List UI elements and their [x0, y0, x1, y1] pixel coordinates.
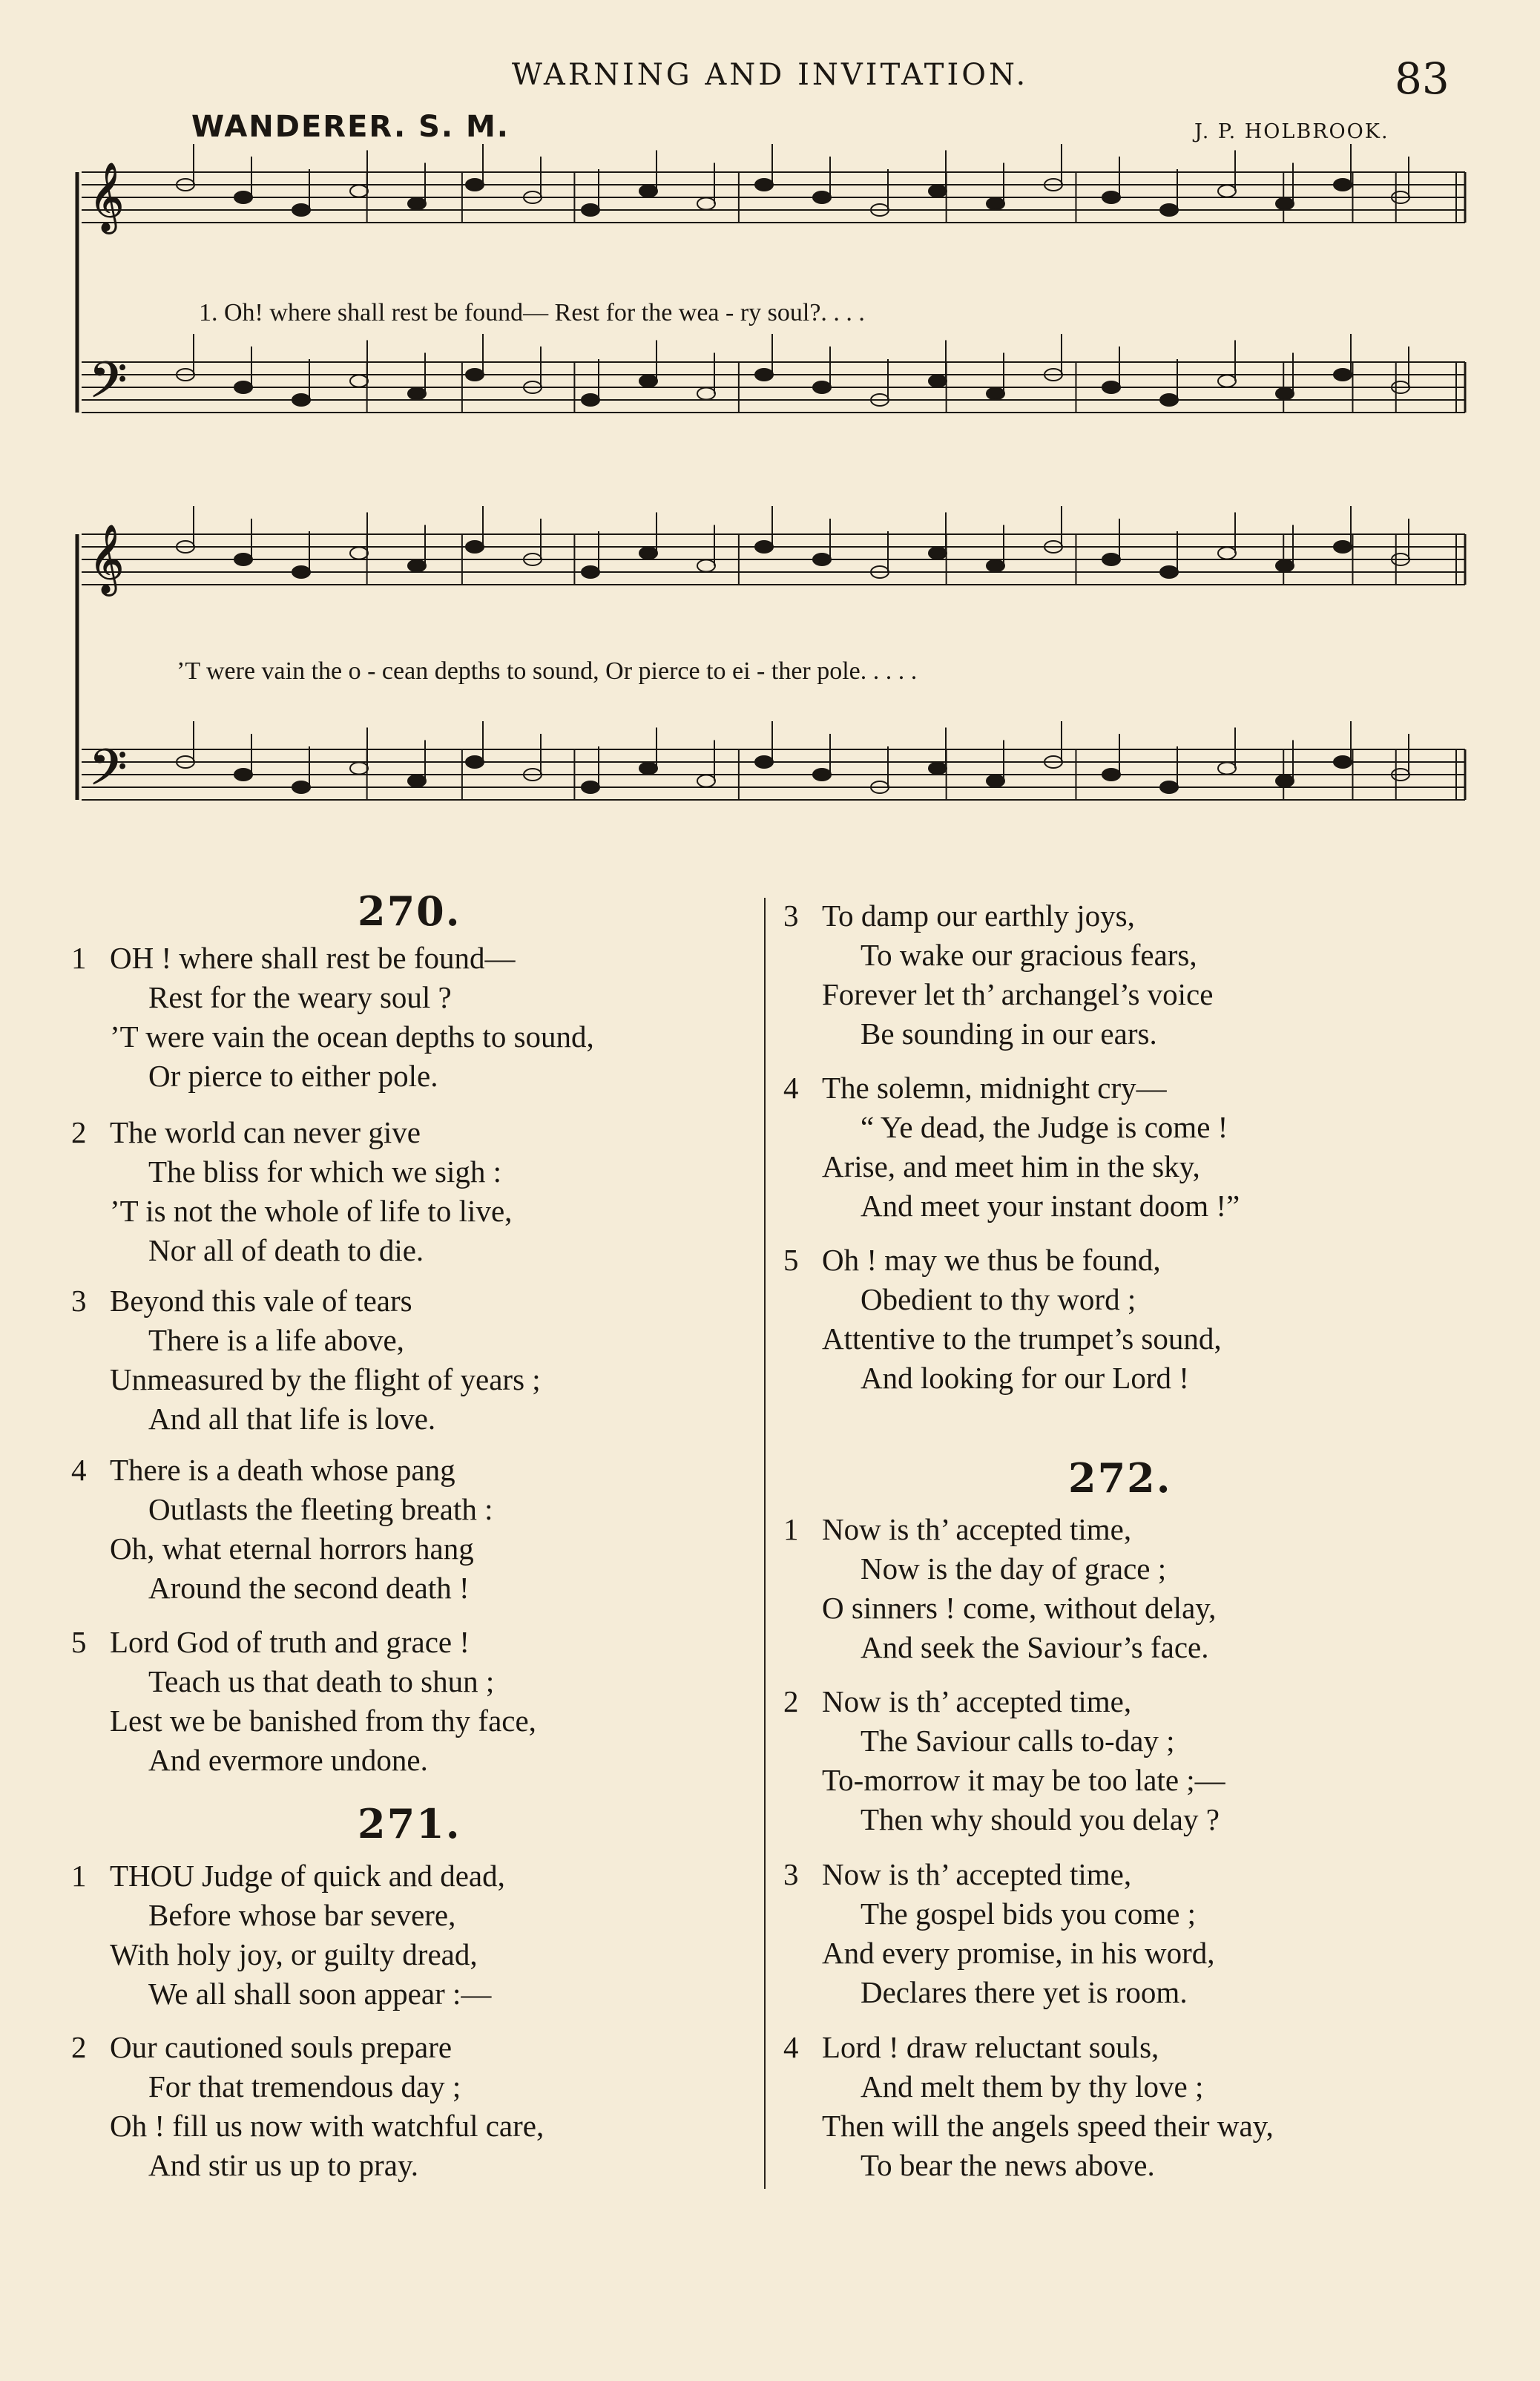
- stanza-line: Now is th’ accepted time,: [822, 1857, 1132, 1891]
- stanza-line: Nor all of death to die.: [148, 1233, 424, 1267]
- svg-text:𝄞: 𝄞: [89, 524, 125, 593]
- stanza-line: There is a death whose pang: [110, 1453, 455, 1487]
- stanza-line: Oh ! fill us now with watchful care,: [110, 2109, 544, 2143]
- svg-text:𝄞: 𝄞: [89, 162, 125, 231]
- stanza: [783, 1682, 1225, 1839]
- stanza-line: To damp our earthly joys,: [822, 899, 1135, 933]
- svg-text:𝄢: 𝄢: [89, 352, 128, 421]
- stanza-line: Beyond this vale of tears: [110, 1284, 412, 1318]
- stanza-number: 1: [71, 1859, 87, 1893]
- stanza-line: The bliss for which we sigh :: [148, 1155, 501, 1189]
- stanza-line: Teach us that death to shun ;: [148, 1664, 495, 1698]
- stanza-line: We all shall soon appear :—: [148, 1977, 492, 2011]
- stanza-line: Be sounding in our ears.: [861, 1017, 1157, 1051]
- stanza-line: And looking for our Lord !: [861, 1361, 1189, 1395]
- stanza-line: And every promise, in his word,: [822, 1936, 1215, 1970]
- stanza-number: 2: [783, 1684, 799, 1718]
- stanza-number: 1: [783, 1512, 799, 1546]
- stanza: [71, 939, 594, 1096]
- hymn-number-270: 270.: [358, 887, 461, 935]
- music-score: [0, 0, 1540, 853]
- stanza-line: OH ! where shall rest be found—: [110, 941, 516, 975]
- stanza-line: There is a life above,: [148, 1323, 404, 1357]
- stanza: [71, 1856, 505, 2014]
- stanza-line: Outlasts the fleeting breath :: [148, 1492, 493, 1526]
- stanza-number: 3: [71, 1284, 87, 1318]
- stanza-number: 4: [783, 1071, 799, 1105]
- music-lyrics-line-1: 1. Oh! where shall rest be found— Rest for the wea - ry soul?. . . .: [199, 299, 865, 326]
- page-number: 83: [1395, 53, 1449, 104]
- stanza: [783, 1510, 1217, 1667]
- stanza-line: Now is th’ accepted time,: [822, 1684, 1132, 1718]
- stanza-number: 4: [71, 1453, 87, 1487]
- stanza-line: O sinners ! come, without delay,: [822, 1591, 1217, 1625]
- stanza: [783, 2028, 1274, 2185]
- stanza-line: And meet your instant doom !”: [861, 1189, 1240, 1223]
- stanza: [71, 1113, 513, 1270]
- stanza-line: Then why should you delay ?: [861, 1802, 1220, 1836]
- stanza-line: For that tremendous day ;: [148, 2069, 461, 2104]
- stanza-number: 5: [71, 1625, 87, 1659]
- stanza: [783, 1855, 1215, 2012]
- stanza-line: ’T is not the whole of life to live,: [110, 1194, 513, 1228]
- stanza-line: Lest we be banished from thy face,: [110, 1704, 536, 1738]
- music-lyrics-line-2: ’T were vain the o - cean depths to sound, Or pierce to ei - ther pole. . . . .: [177, 657, 918, 685]
- stanza-line: The Saviour calls to-day ;: [861, 1724, 1175, 1758]
- stanza-line: With holy joy, or guilty dread,: [110, 1937, 478, 1971]
- hymn-number-271: 271.: [358, 1800, 461, 1848]
- stanza-line: Then will the angels speed their way,: [822, 2109, 1274, 2143]
- running-title: WARNING AND INVITATION.: [511, 58, 1029, 92]
- stanza-line: Arise, and meet him in the sky,: [822, 1149, 1200, 1183]
- stanza-line: Oh ! may we thus be found,: [822, 1243, 1161, 1277]
- stanza: [71, 1451, 493, 1608]
- stanza: [71, 2028, 544, 2185]
- hymn-number-272: 272.: [1068, 1454, 1172, 1502]
- stanza-number: 3: [783, 1857, 799, 1891]
- composer-credit: J. P. HOLBROOK.: [1194, 120, 1389, 143]
- stanza-line: To wake our gracious fears,: [861, 938, 1197, 972]
- stanza-line: Or pierce to either pole.: [148, 1059, 438, 1093]
- stanza-line: Around the second death !: [148, 1571, 470, 1605]
- stanza: [783, 1068, 1240, 1226]
- stanza-line: And evermore undone.: [148, 1743, 428, 1777]
- stanza-line: The gospel bids you come ;: [861, 1896, 1197, 1931]
- stanza-line: The solemn, midnight cry—: [822, 1071, 1167, 1105]
- svg-text:𝄢: 𝄢: [89, 739, 128, 808]
- stanza-number: 1: [71, 941, 87, 975]
- stanza: [783, 896, 1214, 1054]
- stanza: [71, 1623, 536, 1780]
- stanza-line: And stir us up to pray.: [148, 2148, 419, 2182]
- stanza-number: 3: [783, 899, 799, 933]
- stanza-line: To-morrow it may be too late ;—: [822, 1763, 1225, 1797]
- stanza-line: Declares there yet is room.: [861, 1975, 1188, 2009]
- stanza-number: 2: [71, 1115, 87, 1149]
- stanza-line: Oh, what eternal horrors hang: [110, 1531, 474, 1566]
- stanza-line: “ Ye dead, the Judge is come !: [861, 1110, 1228, 1144]
- stanza: [71, 1281, 541, 1439]
- stanza-line: Lord ! draw reluctant souls,: [822, 2030, 1159, 2064]
- column-divider: [764, 898, 766, 2189]
- stanza-line: Unmeasured by the flight of years ;: [110, 1362, 541, 1396]
- stanza-line: Rest for the weary soul ?: [148, 980, 452, 1014]
- stanza-line: Now is th’ accepted time,: [822, 1512, 1132, 1546]
- stanza-line: Now is the day of grace ;: [861, 1551, 1167, 1586]
- stanza-line: Lord God of truth and grace !: [110, 1625, 470, 1659]
- stanza-number: 2: [71, 2030, 87, 2064]
- stanza-line: To bear the news above.: [861, 2148, 1155, 2182]
- stanza-line: And seek the Saviour’s face.: [861, 1630, 1209, 1664]
- stanza-number: 4: [783, 2030, 799, 2064]
- stanza-line: THOU Judge of quick and dead,: [110, 1859, 505, 1893]
- stanza-line: Attentive to the trumpet’s sound,: [822, 1321, 1222, 1356]
- stanza-line: Before whose bar severe,: [148, 1898, 456, 1932]
- stanza-line: And all that life is love.: [148, 1402, 436, 1436]
- stanza-line: ’T were vain the ocean depths to sound,: [110, 1019, 594, 1054]
- stanza-line: And melt them by thy love ;: [861, 2069, 1204, 2104]
- tune-name: WANDERER. S. M.: [191, 110, 510, 144]
- stanza-number: 5: [783, 1243, 799, 1277]
- stanza: [783, 1241, 1222, 1398]
- stanza-line: Our cautioned souls prepare: [110, 2030, 453, 2064]
- stanza-line: Forever let th’ archangel’s voice: [822, 977, 1214, 1011]
- stanza-line: The world can never give: [110, 1115, 421, 1149]
- stanza-line: Obedient to thy word ;: [861, 1282, 1136, 1316]
